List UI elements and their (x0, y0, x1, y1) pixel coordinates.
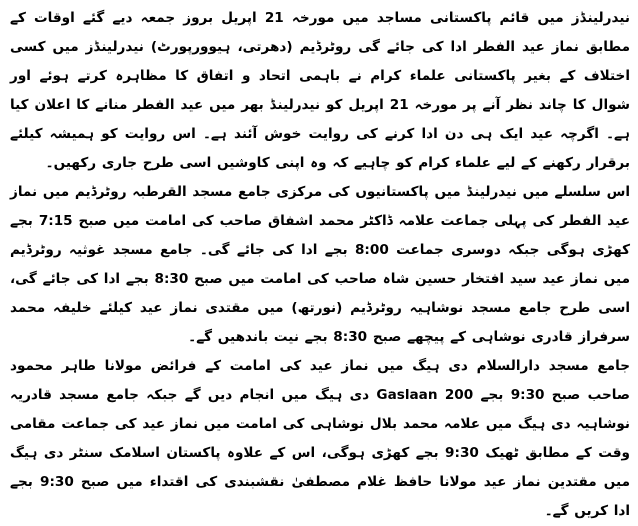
article-paragraph-1: نیدرلینڈز میں قائم پاکستانی مساجد میں مورخہ 21 اپریل بروز جمعہ دیے گئے اوقات کے مطابق نماز عید الفطر ادا کی جائے گی روٹرڈیم (دھرتی، ہیوورپورٹ) نیدرلینڈز میں کسی اختلاف کے بغیر پاکستانی علماء کرام نے باہمی اتحاد و اتفاق کا مظاہرہ کرتے ہوئے اور شوال کا چاند نظر آنے پر مورخہ 21 اپریل کو نیدرلینڈ بھر میں عید الفطر منانے کا اعلان کیا ہے۔ اگرچہ عید ایک ہی دن ادا کرنے کی روایت خوش آئند ہے۔ اس روایت کو ہمیشہ کیلئے برقرار رکھنے کے لیے علماء کرام کو چاہیے کہ وہ اپنی کاوشیں اسی طرح جاری رکھیں۔ (10, 10, 630, 171)
article-paragraph-2: اس سلسلے میں نیدرلینڈ میں پاکستانیوں کی مرکزی جامع مسجد القرطبہ روٹرڈیم میں نماز عید الفطر کی پہلی جماعت علامہ ڈاکٹر محمد اشفاق صاحب کی امامت میں صبح 7:15 بجے کھڑی ہوگی جبکہ دوسری جماعت 8:00 بجے ادا کی جائے گی۔ جامع مسجد غوثیہ روٹرڈیم میں نماز عید سید افتخار حسین شاہ صاحب کی امامت میں صبح 8:30 بجے ادا کی جائے گی، اسی طرح جامع مسجد نوشاہیہ روٹرڈیم (نورتھ) میں مقتدی نماز عید کیلئے خلیفہ محمد سرفراز قادری نوشاہی کے پیچھے صبح 8:30 بجے نیت باندھیں گے۔ (10, 184, 630, 345)
article-paragraph-3: جامع مسجد دارالسلام دی ہیگ میں نماز عید کی امامت کے فرائض مولانا طاہر محمود صاحب صبح 9:30 بجے 200 Gaslaan دی ہیگ میں انجام دیں گے جبکہ جامع مسجد قادریہ نوشاہیہ دی ہیگ میں علامہ محمد بلال نوشاہی کی امامت میں نماز عید کی جماعت مقامی وقت کے مطابق ٹھیک 9:30 بجے کھڑی ہوگی، اس کے علاوہ پاکستان اسلامک سنٹر دی ہیگ میں مقتدین نماز عید مولانا حافظ غلام مصطفیٰ نقشبندی کی اقتداء میں صبح 9:30 بجے ادا کریں گے۔ (10, 358, 630, 519)
